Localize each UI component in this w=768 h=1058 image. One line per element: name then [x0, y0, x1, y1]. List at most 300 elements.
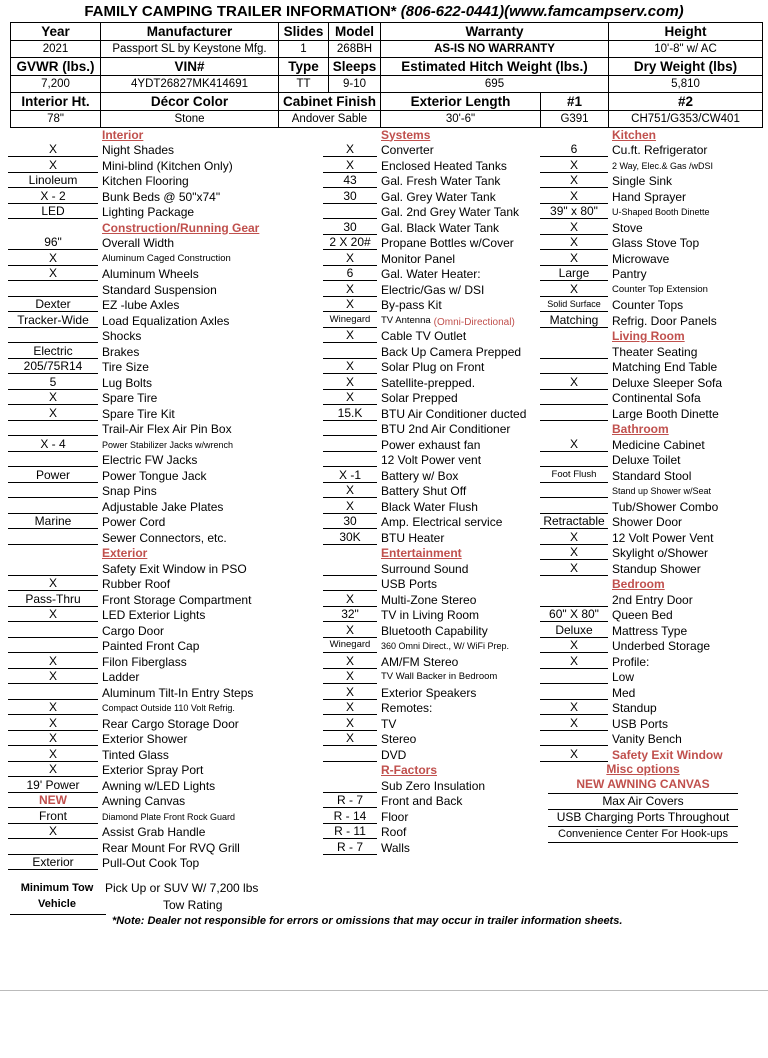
feature-value: X: [8, 390, 98, 405]
feature-row-cable-tv-outlet: [323, 328, 526, 344]
feature-label: Multi-Zone Stereo: [381, 592, 477, 607]
feature-label: Shower Door: [612, 515, 683, 529]
feature-row-overall-width: [8, 235, 259, 251]
feature-value: Deluxe: [540, 623, 608, 638]
feature-label: Mini-blind (Kitchen Only): [102, 158, 233, 173]
feature-label: Propane Bottles w/Cover: [381, 236, 514, 250]
feature-value: R - 7: [323, 840, 377, 855]
feature-value: X: [323, 592, 377, 607]
feature-label: Solar Prepped: [381, 391, 458, 405]
feature-label: Exterior Spray Port: [102, 763, 204, 777]
feature-value: X: [323, 158, 377, 173]
tow-line-1: Pick Up or SUV W/ 7,200 lbs: [105, 881, 259, 895]
type-label: Type: [279, 58, 329, 76]
section-heading-bedroom: [540, 576, 738, 592]
feature-label: USB Ports: [381, 577, 438, 591]
feature-label: Overall Width: [102, 236, 175, 250]
feature-row-tv-antenna: [323, 312, 526, 328]
feature-row-microwave: [540, 250, 738, 266]
misc-item-max-air-covers: Max Air Covers: [548, 794, 738, 811]
feature-value: [540, 685, 608, 700]
feature-label: Underbed Storage: [612, 639, 711, 653]
feature-value: Foot Flush: [540, 468, 608, 483]
feature-row-exterior-spray-port: [8, 762, 259, 778]
feature-value: Retractable: [540, 514, 608, 529]
feature-label: Safety Exit Window: [612, 747, 723, 762]
feature-row-bunk-beds-50-x74: [8, 188, 259, 204]
feature-row-12-volt-power-vent: [323, 452, 526, 468]
feature-label: Sub Zero Insulation: [381, 778, 486, 793]
feature-label: Solar Plug on Front: [381, 360, 485, 374]
feature-value: X: [8, 142, 98, 157]
tow-label-2: Vehicle: [38, 898, 76, 910]
gvwr-label: GVWR (lbs.): [11, 58, 101, 76]
feature-row-aluminum-tilt-in-entry-steps: [8, 684, 259, 700]
feature-value: [323, 437, 377, 452]
feature-label: Snap Pins: [102, 484, 157, 498]
feature-row-tinted-glass: [8, 746, 259, 762]
feature-value: Large: [540, 266, 608, 281]
feature-row-2nd-entry-door: [540, 591, 738, 607]
feature-label: Pantry: [612, 267, 647, 281]
feature-label: BTU Heater: [381, 530, 445, 545]
feature-label: TV Wall Backer in Bedroom: [381, 671, 498, 682]
feature-value: [323, 561, 377, 576]
feature-row-gal-2nd-grey-water-tank: [323, 204, 526, 220]
feature-value: X: [323, 623, 377, 638]
feature-value: X: [540, 654, 608, 669]
feature-label: Hand Sprayer: [612, 189, 687, 204]
feature-label: Night Shades: [102, 143, 175, 157]
feature-label: Large Booth Dinette: [612, 406, 719, 421]
hitch-weight-value: 695: [381, 76, 609, 93]
feature-label: Profile:: [612, 654, 650, 669]
feature-value: [323, 546, 377, 560]
feature-value: [323, 344, 377, 359]
feature-value: X: [323, 731, 377, 746]
feature-value: X: [8, 762, 98, 777]
tow-label-1: Minimum Tow: [20, 882, 94, 894]
section-title: Living Room: [612, 329, 685, 343]
feature-label: Spare Tire Kit: [102, 406, 175, 421]
feature-row-floor: [323, 808, 526, 824]
feature-value: [540, 422, 608, 436]
feature-value: 15.K: [323, 406, 377, 421]
feature-row-rear-cargo-storage-door: [8, 715, 259, 731]
feature-row-sewer-connectors-etc: [8, 529, 259, 545]
cabinet-finish-label: Cabinet Finish: [279, 93, 381, 111]
year-label: Year: [11, 23, 101, 41]
feature-row-lug-bolts: [8, 374, 259, 390]
feature-value: X: [323, 483, 377, 498]
feature-row-low: [540, 669, 738, 685]
section-heading-entertainment: [323, 545, 526, 561]
feature-label: Tub/Shower Combo: [612, 499, 719, 514]
feature-value: LED: [8, 204, 98, 219]
feature-value: [323, 576, 377, 591]
feature-label: Assist Grab Handle: [102, 825, 206, 839]
misc-item-new-awning-canvas: NEW AWNING CANVAS: [548, 777, 738, 794]
feature-row-back-up-camera-prepped: [323, 343, 526, 359]
feature-label: Surround Sound: [381, 561, 469, 576]
dry-weight-value: 5,810: [609, 76, 763, 93]
section-title: Bathroom: [612, 422, 669, 436]
feature-value: X: [540, 282, 608, 297]
feature-row-standup-shower: [540, 560, 738, 576]
feature-row-adjustable-jake-plates: [8, 498, 259, 514]
section-heading-kitchen: [540, 126, 738, 142]
feature-row-cu-ft-refrigerator: [540, 142, 738, 158]
feature-value: [540, 483, 608, 498]
feature-row-continental-sofa: [540, 390, 738, 406]
feature-value: Dexter: [8, 297, 98, 312]
feature-value: 6: [323, 266, 377, 281]
feature-row-tv-wall-backer-in-bedroom: [323, 669, 526, 685]
feature-label: Rear Cargo Storage Door: [102, 716, 239, 731]
feature-label: 360 Omni Direct., W/ WiFi Prep.: [381, 641, 510, 651]
feature-value: [540, 499, 608, 514]
feature-value: X: [8, 607, 98, 622]
feature-row-battery-w-box: [323, 467, 526, 483]
feature-label: BTU Air Conditioner ducted: [381, 406, 527, 421]
feature-label: TV: [381, 716, 397, 731]
feature-row-solar-plug-on-front: [323, 359, 526, 375]
feature-row-dvd: [323, 746, 526, 762]
feature-value: X: [8, 731, 98, 746]
feature-row-gal-water-heater: [323, 266, 526, 282]
feature-value: X: [323, 142, 377, 157]
color-2-value: CH751/G353/CW401: [609, 111, 763, 128]
feature-value: [8, 328, 98, 343]
feature-value: X: [323, 499, 377, 514]
feature-row-shocks: [8, 328, 259, 344]
feature-value: [323, 747, 377, 762]
feature-row-skylight-o-shower: [540, 545, 738, 561]
feature-value: X: [323, 251, 377, 266]
feature-value: [8, 546, 98, 560]
feature-row-aluminum-wheels: [8, 266, 259, 282]
feature-label: USB Ports: [612, 716, 669, 731]
feature-row-tv: [323, 715, 526, 731]
feature-label: U-Shaped Booth Dinette: [612, 207, 710, 217]
feature-annotation: (Omni-Directional): [433, 316, 515, 328]
feature-value: [540, 359, 608, 374]
section-heading-interior: [8, 126, 259, 142]
feature-row-awning-canvas: [8, 793, 259, 809]
feature-value: 96": [8, 235, 98, 250]
exterior-length-label: Exterior Length: [381, 93, 541, 111]
feature-value: X - 4: [8, 437, 98, 452]
feature-label: Converter: [381, 143, 434, 157]
feature-row-safety-exit-window: [540, 746, 738, 762]
feature-value: [8, 685, 98, 700]
feature-row-battery-shut-off: [323, 483, 526, 499]
feature-label: Ladder: [102, 670, 140, 684]
feature-label: Front and Back: [381, 794, 463, 808]
feature-value: [540, 406, 608, 421]
feature-label: Pull-Out Cook Top: [102, 856, 200, 870]
feature-value: X: [8, 747, 98, 762]
feature-value: X: [540, 375, 608, 390]
feature-label: BTU 2nd Air Conditioner: [381, 422, 511, 436]
feature-label: Microwave: [612, 251, 670, 266]
feature-label: Power Cord: [102, 515, 166, 529]
feature-row-front-storage-compartment: [8, 591, 259, 607]
feature-row-gal-grey-water-tank: [323, 188, 526, 204]
feature-row-trail-air-flex-air-pin-box: [8, 421, 259, 437]
feature-row-assist-grab-handle: [8, 824, 259, 840]
color-2-label: #2: [609, 93, 763, 111]
feature-value: Power: [8, 468, 98, 483]
feature-row-remotes: [323, 700, 526, 716]
feature-value: 30K: [323, 530, 377, 545]
feature-row-snap-pins: [8, 483, 259, 499]
feature-value: X: [323, 700, 377, 715]
feature-label: Gal. Fresh Water Tank: [381, 174, 501, 188]
feature-label: Bluetooth Capability: [381, 623, 488, 638]
feature-label: Queen Bed: [612, 608, 673, 622]
feature-value: R - 7: [323, 793, 377, 808]
feature-value: X -1: [323, 468, 377, 483]
feature-value: X: [540, 220, 608, 235]
feature-value: X: [323, 375, 377, 390]
feature-label: Bunk Beds @ 50"x74": [102, 189, 221, 204]
feature-row-safety-exit-window-in-pso: [8, 560, 259, 576]
feature-label: Awning w/LED Lights: [102, 778, 216, 793]
misc-item-usb-charging-ports-throughout: USB Charging Ports Throughout: [548, 810, 738, 827]
feature-value: 30: [323, 189, 377, 204]
feature-label: Medicine Cabinet: [612, 437, 705, 452]
feature-label: DVD: [381, 747, 407, 762]
feature-row-by-pass-kit: [323, 297, 526, 313]
feature-label: Deluxe Toilet: [612, 453, 681, 467]
section-heading-r-factors: [323, 762, 526, 778]
feature-label: Deluxe Sleeper Sofa: [612, 375, 723, 390]
section-title: Interior: [102, 127, 144, 142]
feature-label: Standard Stool: [612, 468, 692, 483]
feature-column-left: [8, 126, 259, 870]
feature-label: Trail-Air Flex Air Pin Box: [102, 422, 232, 436]
feature-value: [323, 452, 377, 467]
feature-row-enclosed-heated-tanks: [323, 157, 526, 173]
feature-value: Linoleum: [8, 173, 98, 188]
feature-label: Electric/Gas w/ DSI: [381, 282, 485, 297]
feature-label: Shocks: [102, 329, 142, 343]
warranty-value: AS-IS NO WARRANTY: [381, 41, 609, 58]
vin-label: VIN#: [101, 58, 279, 76]
color-1-label: #1: [541, 93, 609, 111]
feature-label: Refrig. Door Panels: [612, 313, 717, 328]
feature-row-filon-fiberglass: [8, 653, 259, 669]
feature-value: Exterior: [8, 855, 98, 870]
section-heading-bathroom: [540, 421, 738, 437]
feature-label: Cable TV Outlet: [381, 329, 467, 343]
feature-row-deluxe-sleeper-sofa: [540, 374, 738, 390]
title-contact: (806-622-0441)(www.famcampserv.com): [400, 3, 684, 20]
feature-label: Standup: [612, 701, 657, 715]
model-value: 268BH: [329, 41, 381, 58]
feature-value: [8, 623, 98, 638]
feature-row-diamond-plate-front-rock-guard: [8, 808, 259, 824]
model-label: Model: [329, 23, 381, 41]
feature-row-pull-out-cook-top: [8, 855, 259, 871]
feature-row-btu-air-conditioner-ducted: [323, 405, 526, 421]
feature-row-standup: [540, 700, 738, 716]
feature-value: [8, 282, 98, 297]
feature-value: [8, 483, 98, 498]
feature-row-tv-in-living-room: [323, 607, 526, 623]
feature-value: [540, 592, 608, 607]
section-heading-systems: [323, 126, 526, 142]
exterior-length-value: 30'-6": [381, 111, 541, 128]
feature-value: [8, 561, 98, 576]
page-title: [0, 3, 768, 20]
feature-value: [323, 778, 377, 793]
feature-label: Vanity Bench: [612, 732, 682, 746]
feature-row-usb-ports: [540, 715, 738, 731]
feature-value: [8, 421, 98, 436]
gvwr-value: 7,200: [11, 76, 101, 93]
feature-label: Compact Outside 110 Volt Refrig.: [102, 703, 235, 713]
feature-value: [323, 421, 377, 436]
feature-label: Glass Stove Top: [612, 236, 700, 250]
feature-value: X: [323, 328, 377, 343]
feature-label: Tinted Glass: [102, 747, 169, 762]
feature-value: 43: [323, 173, 377, 188]
feature-row-counter-top-extension: [540, 281, 738, 297]
feature-row-queen-bed: [540, 607, 738, 623]
feature-row-satellite-prepped: [323, 374, 526, 390]
feature-label: Tire Size: [102, 360, 149, 374]
section-title: R-Factors: [381, 763, 438, 777]
feature-row-tire-size: [8, 359, 259, 375]
section-title: Entertainment: [381, 546, 462, 560]
feature-row-spare-tire: [8, 390, 259, 406]
feature-row-electric-gas-w-dsi: [323, 281, 526, 297]
feature-value: X: [8, 669, 98, 684]
feature-label: Power Tongue Jack: [102, 468, 207, 483]
feature-row-underbed-storage: [540, 638, 738, 654]
header-table: [10, 22, 763, 128]
feature-row-power-exhaust-fan: [323, 436, 526, 452]
feature-value: Pass-Thru: [8, 592, 98, 607]
feature-label: Exterior Shower: [102, 732, 188, 746]
feature-label: By-pass Kit: [381, 298, 442, 312]
feature-row-power-cord: [8, 514, 259, 530]
feature-row-med: [540, 684, 738, 700]
feature-row-12-volt-power-vent: [540, 529, 738, 545]
feature-row-rear-mount-for-rvq-grill: [8, 839, 259, 855]
section-heading-exterior: [8, 545, 259, 561]
feature-label: LED Exterior Lights: [102, 608, 206, 622]
feature-row-power-tongue-jack: [8, 467, 259, 483]
feature-value: X - 2: [8, 189, 98, 204]
feature-row-2-way-elec-gas-wdsi: [540, 157, 738, 173]
feature-label: Gal. Black Water Tank: [381, 220, 500, 235]
feature-value: Tracker-Wide: [8, 313, 98, 328]
feature-value: NEW: [8, 793, 98, 808]
sleeps-value: 9-10: [329, 76, 381, 93]
feature-value: X: [540, 638, 608, 653]
section-title: Construction/Running Gear: [102, 220, 260, 235]
feature-row-deluxe-toilet: [540, 452, 738, 468]
feature-label: Continental Sofa: [612, 391, 701, 405]
feature-label: Awning Canvas: [102, 794, 186, 808]
feature-value: [540, 452, 608, 467]
feature-row-kitchen-flooring: [8, 173, 259, 189]
feature-row-medicine-cabinet: [540, 436, 738, 452]
feature-row-stove: [540, 219, 738, 235]
feature-value: [540, 577, 608, 591]
feature-value: 205/75R14: [8, 359, 98, 374]
feature-label: Floor: [381, 809, 409, 824]
feature-label: 12 Volt Power vent: [381, 453, 482, 467]
feature-value: Front: [8, 809, 98, 824]
feature-value: [8, 221, 98, 235]
feature-row-matching-end-table: [540, 359, 738, 375]
feature-row-refrig-door-panels: [540, 312, 738, 328]
feature-row-mini-blind-kitchen-only: [8, 157, 259, 173]
feature-value: R - 11: [323, 824, 377, 839]
feature-row-bluetooth-capability: [323, 622, 526, 638]
feature-label: Med: [612, 685, 636, 700]
height-label: Height: [609, 23, 763, 41]
feature-row-counter-tops: [540, 297, 738, 313]
feature-value: [540, 344, 608, 359]
feature-row-am-fm-stereo: [323, 653, 526, 669]
feature-label: Single Sink: [612, 174, 673, 188]
title-main: FAMILY CAMPING TRAILER INFORMATION*: [84, 3, 397, 20]
feature-value: Electric: [8, 344, 98, 359]
feature-value: [8, 128, 98, 142]
feature-row-ez-lube-axles: [8, 297, 259, 313]
feature-value: X: [540, 251, 608, 266]
feature-value: X: [323, 716, 377, 731]
cabinet-finish-value: Andover Sable: [279, 111, 381, 128]
feature-label: Sewer Connectors, etc.: [102, 530, 227, 545]
feature-label: Standard Suspension: [102, 282, 217, 297]
feature-value: X: [540, 189, 608, 204]
feature-label: Cargo Door: [102, 623, 165, 638]
feature-row-mattress-type: [540, 622, 738, 638]
feature-label: Rear Mount For RVQ Grill: [102, 840, 240, 855]
feature-value: [540, 329, 608, 343]
feature-label: Stereo: [381, 732, 417, 746]
feature-row-large-booth-dinette: [540, 405, 738, 421]
feature-value: [8, 452, 98, 467]
feature-row-pantry: [540, 266, 738, 282]
feature-row-rubber-roof: [8, 576, 259, 592]
hitch-weight-label: Estimated Hitch Weight (lbs.): [381, 58, 609, 76]
feature-row-solar-prepped: [323, 390, 526, 406]
feature-value: X: [540, 158, 608, 173]
feature-value: Marine: [8, 514, 98, 529]
section-heading-construction-running-gear: [8, 219, 259, 235]
feature-label: Safety Exit Window in PSO: [102, 561, 247, 576]
manufacturer-label: Manufacturer: [101, 23, 279, 41]
feature-row-exterior-speakers: [323, 684, 526, 700]
feature-value: X: [8, 700, 98, 715]
feature-value: X: [540, 173, 608, 188]
feature-value: X: [323, 282, 377, 297]
feature-value: X: [540, 700, 608, 715]
feature-label: Gal. Grey Water Tank: [381, 189, 496, 204]
feature-label: Cu.ft. Refrigerator: [612, 143, 708, 157]
feature-label: Lug Bolts: [102, 375, 153, 390]
feature-label: Black Water Flush: [381, 499, 478, 514]
feature-label: Aluminum Wheels: [102, 267, 199, 281]
feature-label: EZ -lube Axles: [102, 298, 180, 312]
